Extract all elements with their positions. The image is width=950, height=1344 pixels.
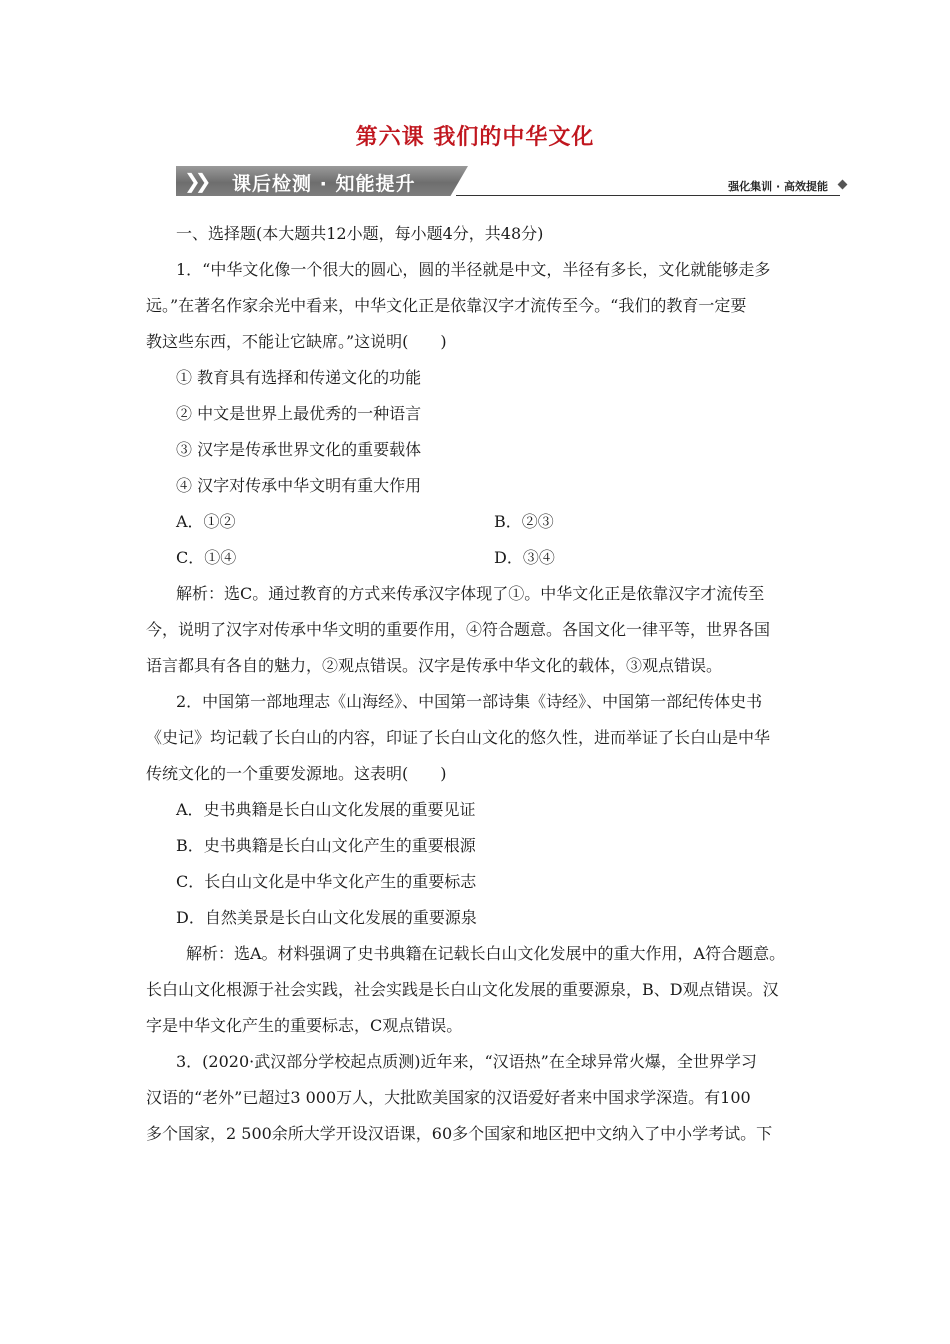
q1-item: ③ 汉字是传承世界文化的重要载体 xyxy=(176,440,422,459)
q1-option-d: D．③④ xyxy=(494,548,555,567)
diamond-icon xyxy=(838,180,848,190)
q2-analysis-line: 长白山文化根源于社会实践，社会实践是长白山文化发展的重要源泉，B、D观点错误。汉 xyxy=(146,980,779,999)
q1-options-row xyxy=(146,504,826,540)
q3-stem-line: 3．(2020·武汉部分学校起点质测)近年来，“汉语热”在全球异常火爆，全世界学习 xyxy=(176,1052,757,1071)
q1-item: ① 教育具有选择和传递文化的功能 xyxy=(176,368,422,387)
q2-option-b: B．史书典籍是长白山文化产生的重要根源 xyxy=(176,836,476,855)
section-heading: 一、选择题(本大题共12小题，每小题4分，共48分) xyxy=(176,224,544,243)
q3-stem-line: 汉语的“老外”已超过3 000万人，大批欧美国家的汉语爱好者来中国求学深造。有100 xyxy=(146,1088,751,1107)
q1-analysis-line: 语言都具有各自的魅力，②观点错误。汉字是传承中华文化的载体，③观点错误。 xyxy=(146,656,723,675)
q2-option-c: C．长白山文化是中华文化产生的重要标志 xyxy=(176,872,477,891)
q1-option-c: C．①④ xyxy=(176,548,237,567)
q1-options-row xyxy=(146,540,826,576)
q1-option-b: B．②③ xyxy=(494,512,554,531)
banner-subtitle: 强化集训 · 高效提能 xyxy=(728,180,828,193)
q1-item: ④ 汉字对传承中华文明有重大作用 xyxy=(176,476,422,495)
q2-analysis-line: 字是中华文化产生的重要标志，C观点错误。 xyxy=(146,1016,463,1035)
chevron-right-icon: ❯❯ xyxy=(184,169,206,193)
q1-stem-line: 1．“中华文化像一个很大的圆心，圆的半径就是中文，半径有多长，文化就能够走多 xyxy=(176,260,771,279)
q2-option-a: A．史书典籍是长白山文化发展的重要见证 xyxy=(176,800,476,819)
q1-stem-line: 教这些东西，不能让它缺席。”这说明( ) xyxy=(146,332,447,351)
q2-analysis-line: 解析：选A。材料强调了史书典籍在记载长白山文化发展中的重大作用，A符合题意。 xyxy=(186,944,786,963)
q2-stem-line: 《史记》均记载了长白山的内容，印证了长白山文化的悠久性，进而举证了长白山是中华 xyxy=(146,728,771,747)
lesson-title: 第六课 我们的中华文化 xyxy=(355,125,595,150)
q1-analysis-line: 今，说明了汉字对传承中华文明的重要作用，④符合题意。各国文化一律平等，世界各国 xyxy=(146,620,771,639)
q1-option-a: A．①② xyxy=(176,512,236,531)
q3-stem-line: 多个国家，2 500余所大学开设汉语课，60多个国家和地区把中文纳入了中小学考试。下 xyxy=(146,1124,773,1143)
section-banner xyxy=(176,166,848,198)
q1-analysis-line: 解析：选C。通过教育的方式来传承汉字体现了①。中华文化正是依靠汉字才流传至 xyxy=(176,584,765,603)
q2-option-d: D．自然美景是长白山文化发展的重要源泉 xyxy=(176,908,477,927)
q2-stem-line: 2．中国第一部地理志《山海经》、中国第一部诗集《诗经》、中国第一部纪传体史书 xyxy=(176,692,763,711)
document-body xyxy=(146,216,826,1152)
q1-stem-line: 远。”在著名作家余光中看来，中华文化正是依靠汉字才流传至今。“我们的教育一定要 xyxy=(146,296,747,315)
banner-divider xyxy=(456,195,840,196)
q1-item: ② 中文是世界上最优秀的一种语言 xyxy=(176,404,422,423)
q2-stem-line: 传统文化的一个重要发源地。这表明( ) xyxy=(146,764,447,783)
banner-title: 课后检测 · 知能提升 xyxy=(232,173,416,195)
